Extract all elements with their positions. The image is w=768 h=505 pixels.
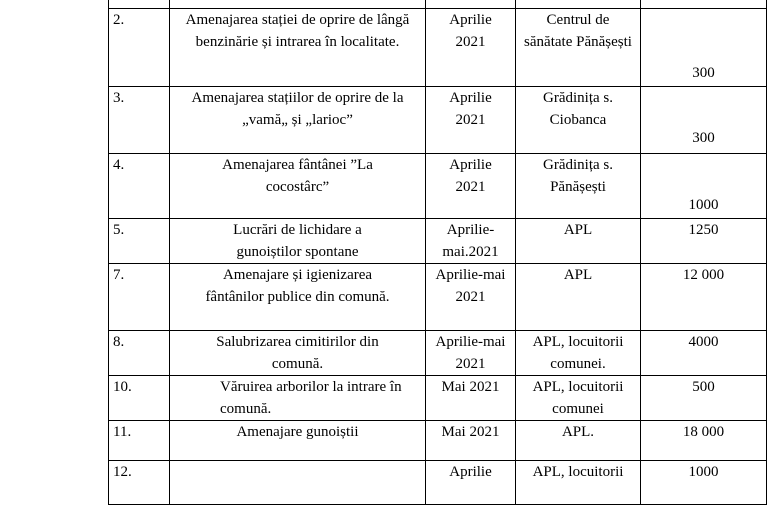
cost-cell: 500 (641, 376, 767, 421)
responsible-cell (516, 331, 641, 376)
activity-text: Amenajarea fântânei ”La cocostârc” (222, 157, 373, 195)
activity-cell (170, 331, 426, 376)
activity-cell (170, 219, 426, 264)
activity-text: Văruirea arborilor la intrare în comună. (220, 379, 402, 417)
table-row (109, 154, 767, 219)
responsible-text: Centrul de sănătate Pănășești (524, 12, 632, 50)
period-cell (426, 154, 516, 219)
period-text: Aprilie-mai 2021 (435, 334, 506, 372)
responsible-cell: APL (516, 264, 641, 331)
responsible-cell: APL (516, 219, 641, 264)
activity-cell (170, 9, 426, 87)
period-text: Aprilie-mai.2021 (442, 222, 499, 260)
activity-cell (170, 154, 426, 219)
period-cell: Mai 2021 (426, 421, 516, 461)
period-cell: Mai 2021 (426, 376, 516, 421)
row-number: 4. (109, 154, 170, 219)
table-row (109, 461, 767, 505)
responsible-cell (516, 9, 641, 87)
activities-table (108, 0, 767, 505)
period-text: Aprilie-mai 2021 (435, 267, 506, 305)
cost-cell: 12 000 (641, 264, 767, 331)
cost-cell: 300 (641, 87, 767, 154)
activity-cell (170, 87, 426, 154)
period-cell (426, 9, 516, 87)
period-text: Aprilie 2021 (449, 12, 492, 50)
cost-cell: 1250 (641, 219, 767, 264)
table-row (109, 9, 767, 87)
responsible-cell (516, 87, 641, 154)
activity-cell: Amenajare gunoiștii (170, 421, 426, 461)
row-number: 3. (109, 87, 170, 154)
period-text: Aprilie 2021 (449, 157, 492, 195)
table-row (109, 264, 767, 331)
row-number: 7. (109, 264, 170, 331)
period-cell (426, 87, 516, 154)
cost-cell: 1000 (641, 154, 767, 219)
period-text: Aprilie 2021 (449, 90, 492, 128)
responsible-text: Grădinița s. Ciobanca (543, 90, 613, 128)
responsible-text: APL, locuitorii comunei (532, 379, 624, 417)
responsible-text: APL, locuitorii comunei. (532, 334, 624, 372)
activity-cell (170, 376, 426, 421)
cost-cell: 300 (641, 9, 767, 87)
cost-cell: 1000 (641, 461, 767, 505)
row-number: 10. (109, 376, 170, 421)
responsible-cell: APL, locuitorii (516, 461, 641, 505)
responsible-text: Grădinița s. Pănășești (543, 157, 613, 195)
table-row (109, 219, 767, 264)
activity-text: Amenajare și igienizarea fântânilor publice din comună. (205, 267, 390, 305)
activity-cell (170, 461, 426, 505)
activity-text: Salubrizarea cimitirilor din comună. (216, 334, 379, 372)
row-number: 8. (109, 331, 170, 376)
table-row (109, 421, 767, 461)
period-cell (426, 264, 516, 331)
activity-text: Amenajarea stațiilor de oprire de la „vamă„ și „larioc” (191, 90, 404, 128)
table-row (109, 0, 767, 9)
row-number: 5. (109, 219, 170, 264)
table-row (109, 376, 767, 421)
activity-cell (170, 264, 426, 331)
period-cell: Aprilie (426, 461, 516, 505)
cost-cell: 18 000 (641, 421, 767, 461)
row-number: 11. (109, 421, 170, 461)
period-cell (426, 219, 516, 264)
activity-text: Amenajarea stației de oprire de lângă benzinărie și intrarea în localitate. (185, 12, 410, 50)
responsible-cell: APL. (516, 421, 641, 461)
row-number: 12. (109, 461, 170, 505)
table-row (109, 87, 767, 154)
activity-text: Lucrări de lichidare a gunoiștilor spontane (233, 222, 362, 260)
row-number: 2. (109, 9, 170, 87)
responsible-cell (516, 154, 641, 219)
responsible-cell (516, 376, 641, 421)
cost-cell: 4000 (641, 331, 767, 376)
table-row (109, 331, 767, 376)
period-cell (426, 331, 516, 376)
